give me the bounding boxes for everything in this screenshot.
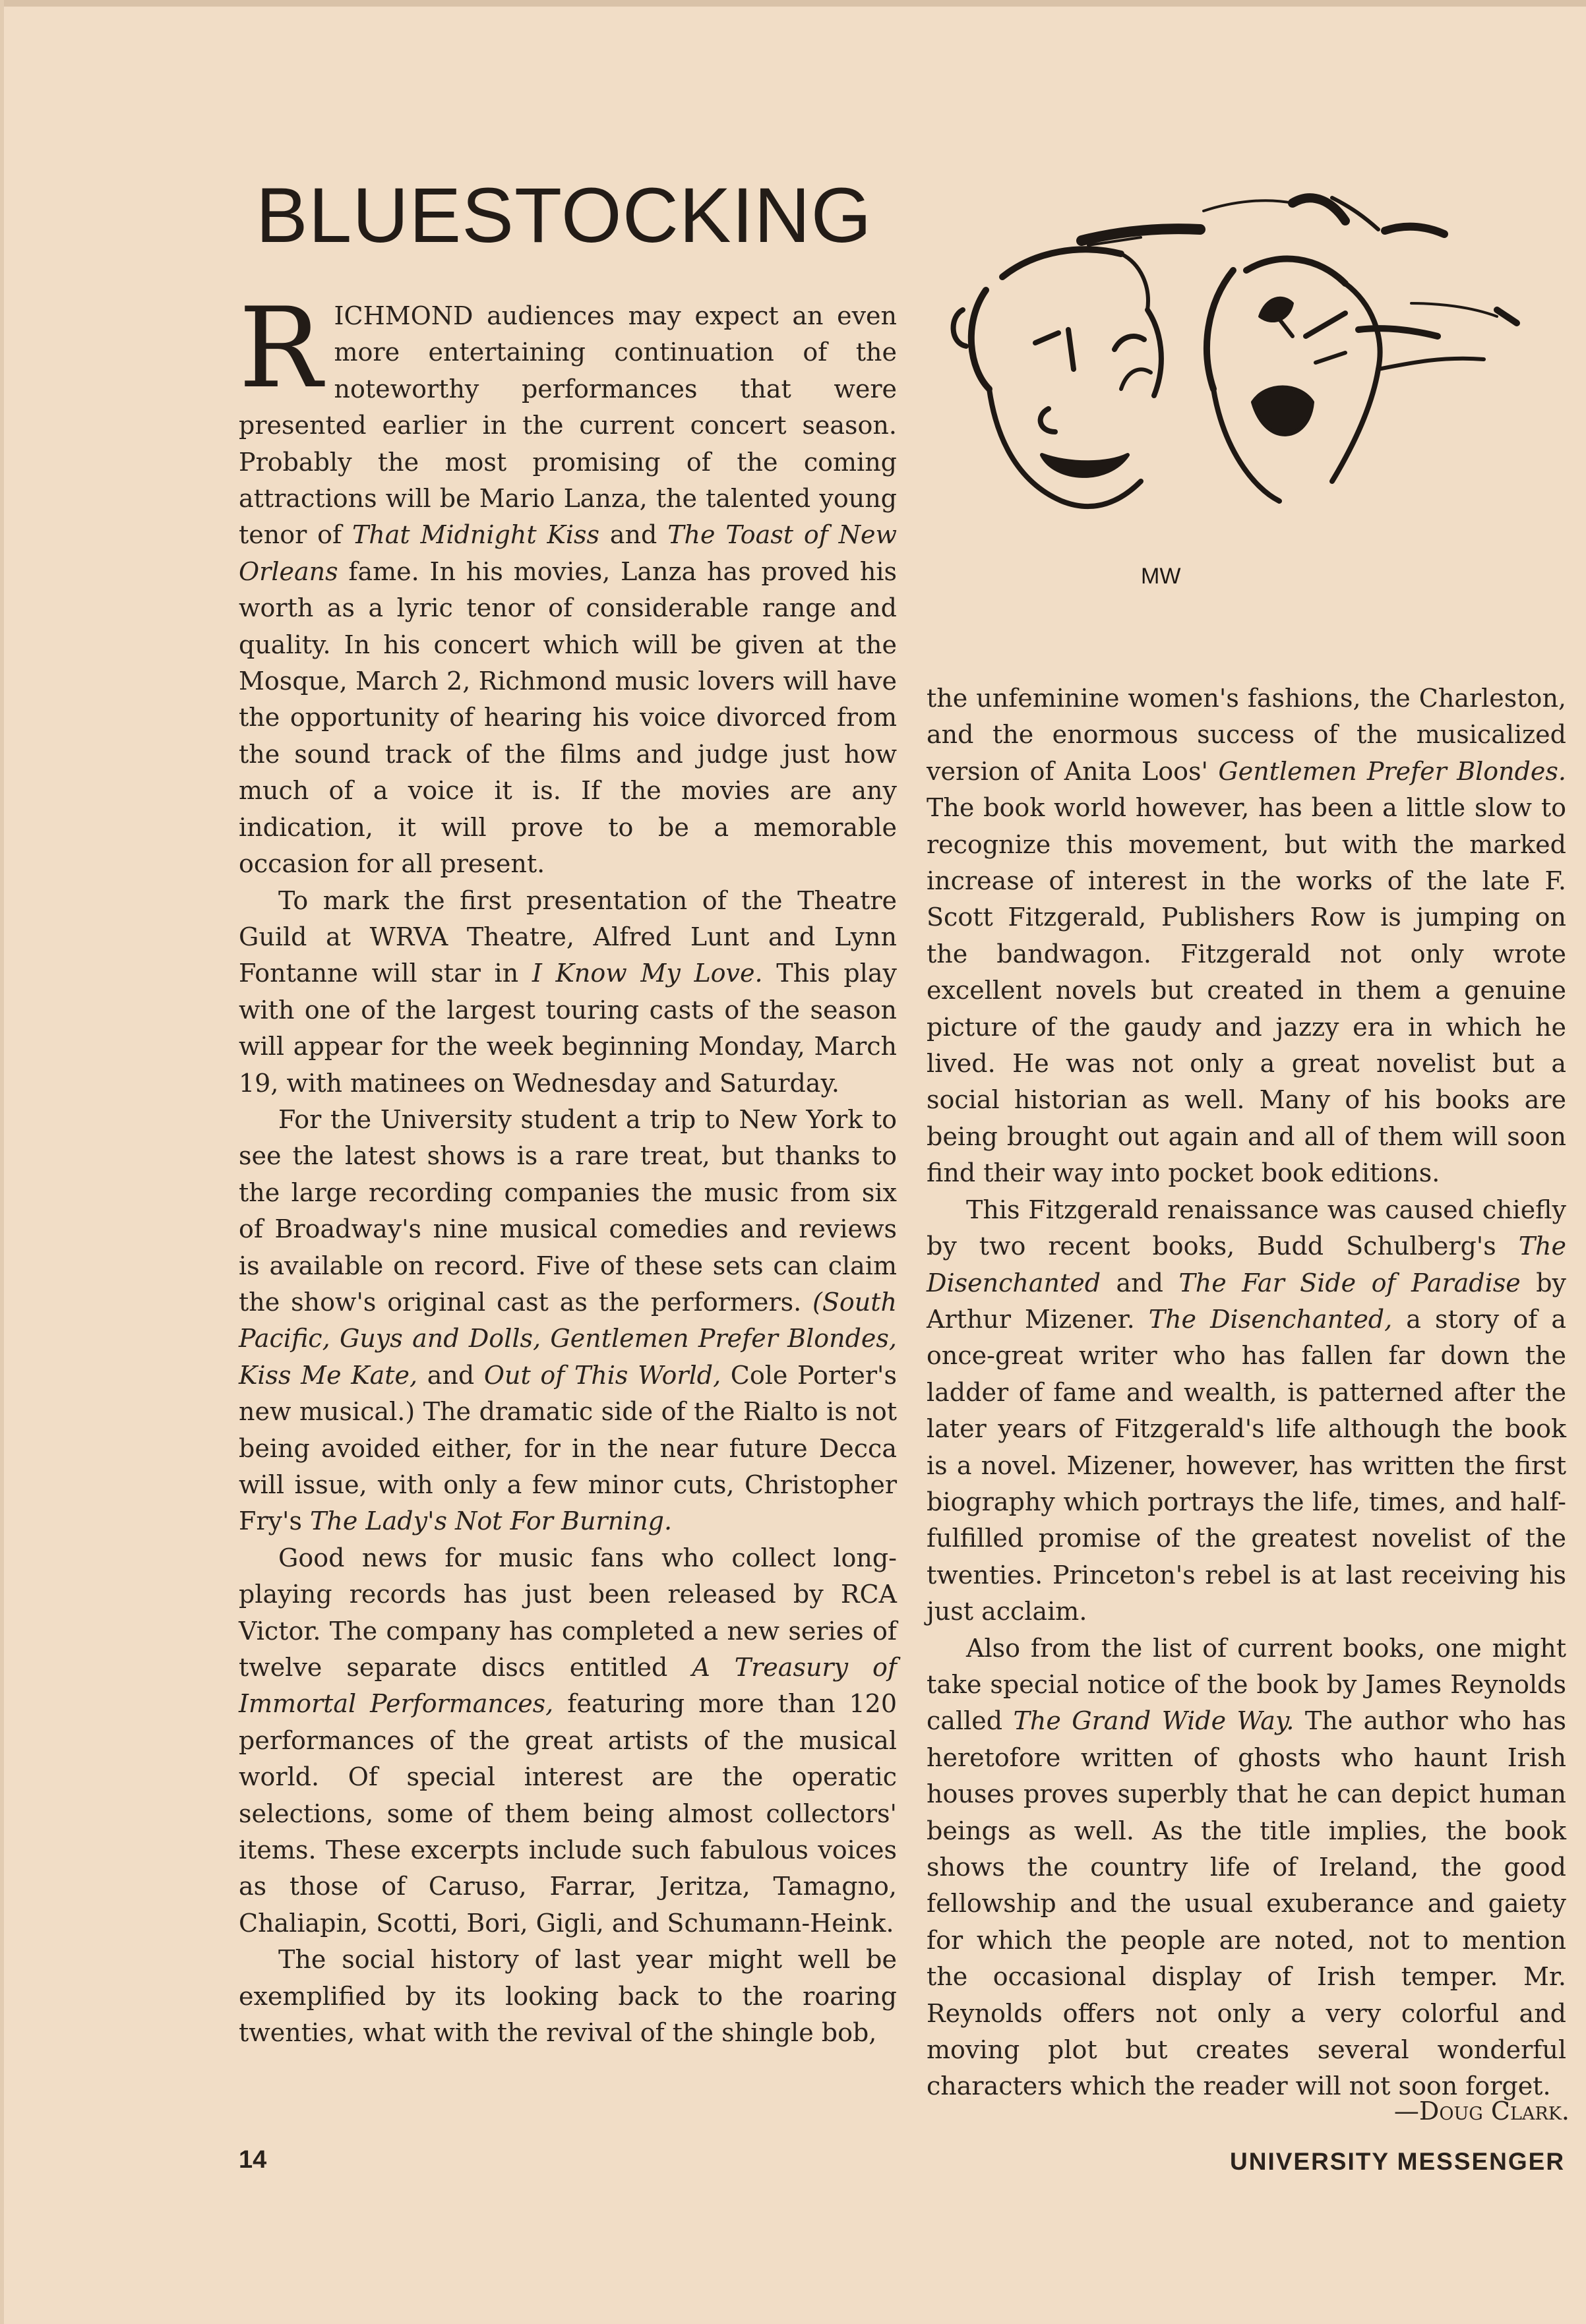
text-run: ICHMOND audiences may expect an even more entertaining continuation of the noteworthy performances that were presented earlier in the current concert season. Probably the most promising of the coming attractions will be Mario Lanza, the talented young tenor of (239, 301, 897, 550)
text-run: The book world however, has been a little slow to recognize this movement, but with the marked increase of interest in the works of the late F. Scott Fitzgerald, Publishers Row is jumping on the bandwagon. Fitzgerald not only wrote excellent novels but created in them a genuine picture of the gaudy and jazzy era in which he lived. He was not only a great novelist but a social historian as well. Many of his books are being brought out again and all of them will soon find their way into pocket book editions. (927, 793, 1566, 1188)
drop-cap: R (239, 283, 322, 413)
book-title: The Disenchanted, (1148, 1304, 1393, 1334)
book-title: The Disenchanted (927, 1232, 1566, 1297)
paragraph-reynolds (927, 1630, 1566, 2105)
show-titles: (South Pacific, Guys and Dolls, Gentlemen Prefer Blondes, Kiss Me Kate, (239, 1287, 897, 1390)
article-title: BLUESTOCKING (256, 172, 872, 259)
text-run: Good news for music fans who collect long-playing records has just been released by RCA Victor. The company has completed a new series of twelve separate discs entitled (239, 1543, 897, 1683)
right-column (927, 680, 1566, 2105)
text-run: and (1101, 1268, 1179, 1297)
text-run: Cole Porter's new musical.) The dramatic side of the Rialto is not being avoided either, for in the near future Decca will issue, with only a few minor cuts, Christopher Fry's (239, 1360, 897, 1536)
text-run: fame. In his movies, Lanza has proved his worth as a lyric tenor of considerable range and quality. In his concert which will be given at the Mosque, March 2, Richmond music lovers will have the opportunity of hearing his voice divorced from the sound track of the films and judge just how much of a voice it is. If the movies are any indication, it will prove to be a memorable occasion for all present. (239, 556, 897, 879)
text-run: a story of a once-great writer who has fallen far down the ladder of fame and wealth, is patterned after the later years of Fitzgerald's life although the book is a novel. Mizener, however, has written the first biography which portrays the life, times, and half-fulfilled promise of the greatest novelist of the twenties. Princeton's rebel is at last receiving his just acclaim. (927, 1304, 1566, 1626)
signature-text: —Doug Clark. (1393, 2097, 1570, 2126)
text-run: This play with one of the largest touring casts of the season will appear for the week beginning Monday, March 19, with matinees on Wednesday and Saturday. (239, 959, 897, 1098)
film-title: That Midnight Kiss (351, 520, 600, 550)
paragraph-broadway-records (239, 1102, 897, 1540)
text-run: by Arthur Mizener. (927, 1268, 1567, 1334)
paragraph-twenties-continued (927, 680, 1566, 1192)
text-run: This Fitzgerald renaissance was caused chiefly by two recent books, Budd Schulberg's (927, 1195, 1566, 1261)
paragraph-fitzgerald-renaissance (927, 1192, 1566, 1630)
text-run: To mark the first presentation of the Theatre Guild at WRVA Theatre, Alfred Lunt and Lynn Fontanne will star in (239, 885, 897, 988)
play-title: The Lady's Not For Burning. (310, 1506, 673, 1536)
text-run: featuring more than 120 performances of the great artists of the musical world. Of special interest are the operatic selections, some of them being almost collectors' items. These excerpts include such fabulous voices as those of Caruso, Farrar, Jeritza, Tamagno, Chaliapin, Scotti, Bori, Gigli, and Schumann-Heink. (239, 1689, 897, 1938)
text-run: The social history of last year might well be exemplified by its looking back to the roaring twenties, what with the revival of the shingle bob, (239, 1945, 897, 2048)
author-signature (927, 2097, 1570, 2126)
artist-initials: MW (1141, 564, 1181, 589)
masks-drawing-icon (923, 171, 1583, 607)
left-column (239, 283, 897, 2052)
text-run: and (599, 520, 668, 550)
text-run: For the University student a trip to New York to see the latest shows is a rare treat, but thanks to the large recording companies the music from six of Broadway's nine musical comedies and reviews is available on record. Five of these sets can claim the show's original cast as the performers. (239, 1104, 897, 1317)
text-run: The author who has heretofore written of ghosts who haunt Irish houses proves superbly that he can depict human beings as well. As the title implies, the book shows the country life of Ireland, the good fellowship and the usual exuberance and gaiety for which the people are noted, not to mention the occasional display of Irish temper. Mr. Reynolds offers not only a very colorful and moving plot but creates several wonderful characters which the reader will not soon forget. (927, 1706, 1566, 2101)
paragraph-theatre-guild (239, 883, 897, 1102)
page-top-edge (0, 0, 1586, 7)
book-title: Gentlemen Prefer Blondes. (1218, 756, 1566, 786)
comedy-tragedy-masks-illustration (923, 171, 1583, 607)
book-title: The Grand Wide Way. (1013, 1706, 1295, 1736)
page-left-edge (0, 0, 4, 2324)
show-title: Out of This World, (483, 1360, 721, 1390)
publication-name: UNIVERSITY MESSENGER (1230, 2148, 1566, 2175)
paragraph-social-history (239, 1942, 897, 2051)
page-number: 14 (239, 2146, 267, 2174)
book-title: The Far Side of Paradise (1178, 1268, 1521, 1297)
film-title: The Toast of New Orleans (239, 520, 897, 586)
text-run: the unfeminine women's fashions, the Charleston, and the enormous success of the musicalized version of Anita Loos' (927, 684, 1566, 786)
record-series-title: A Treasury of Immortal Performances, (239, 1653, 897, 1719)
play-title: I Know My Love. (532, 959, 763, 988)
text-run: Also from the list of current books, one might take special notice of the book by James Reynolds called (927, 1633, 1566, 1736)
paragraph-rca-victor (239, 1540, 897, 1942)
text-run: and (417, 1360, 484, 1390)
paragraph-lanza (239, 283, 897, 883)
